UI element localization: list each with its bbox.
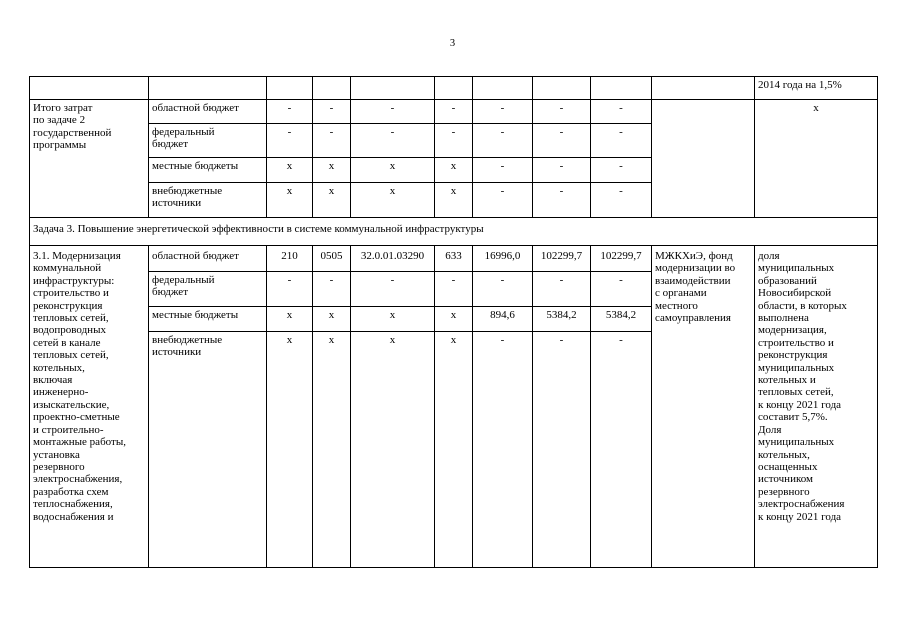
table-cell: - xyxy=(591,183,652,218)
table-cell: х xyxy=(435,158,473,183)
table-cell: х xyxy=(435,183,473,218)
funding-source: внебюджетные источники xyxy=(149,332,267,568)
table-cell: 5384,2 xyxy=(533,307,591,332)
table-cell: 210 xyxy=(267,246,313,272)
table-cell: х xyxy=(313,183,351,218)
table-cell: х xyxy=(351,158,435,183)
table-cell: 102299,7 xyxy=(533,246,591,272)
table-cell: - xyxy=(267,272,313,307)
table-cell: - xyxy=(267,100,313,124)
table-cell: х xyxy=(267,183,313,218)
funding-source: федеральный бюджет xyxy=(149,124,267,158)
table-row xyxy=(30,100,878,124)
funding-source: внебюджетные источники xyxy=(149,183,267,218)
table-cell: 633 xyxy=(435,246,473,272)
table-cell: х xyxy=(313,307,351,332)
table-cell: - xyxy=(591,124,652,158)
table-cell: 102299,7 xyxy=(591,246,652,272)
row-label: 3.1. Модернизация коммунальной инфраструктуры: строительство и реконструкция тепловых сетей, водопроводных сетей в канале тепловых сетей, котельных, включая инженерно- изыскательские, проектно-сметные и строительно- монтажные работы, установка резервного электроснабжения, разработка схем теплоснабжения, водоснабжения и xyxy=(30,246,149,568)
table-cell: - xyxy=(351,124,435,158)
table-cell: - xyxy=(533,183,591,218)
funding-source: местные бюджеты xyxy=(149,307,267,332)
table-row xyxy=(30,246,878,272)
budget-table xyxy=(29,76,878,568)
table-cell: - xyxy=(473,100,533,124)
table-cell: - xyxy=(313,272,351,307)
table-cell: - xyxy=(313,124,351,158)
table-cell: х xyxy=(267,307,313,332)
table-cell: х xyxy=(435,332,473,568)
table-cell: - xyxy=(591,158,652,183)
table-cell: - xyxy=(435,272,473,307)
table-cell: - xyxy=(351,100,435,124)
table-cell: - xyxy=(591,100,652,124)
table-cell: - xyxy=(591,332,652,568)
table-cell: - xyxy=(591,272,652,307)
section-title: Задача 3. Повышение энергетической эффективности в системе коммунальной инфраструктуры xyxy=(30,218,878,246)
table-cell: х xyxy=(313,332,351,568)
table-cell: х xyxy=(267,158,313,183)
table-cell: - xyxy=(267,124,313,158)
table-cell: 0505 xyxy=(313,246,351,272)
executor-cell: МЖКХиЭ, фонд модернизации во взаимодействии с органами местного самоуправления xyxy=(652,246,755,568)
table-cell: - xyxy=(435,100,473,124)
table-cell: - xyxy=(533,272,591,307)
indicator-cell: х xyxy=(755,100,878,218)
table-cell: 894,6 xyxy=(473,307,533,332)
table-cell: - xyxy=(435,124,473,158)
table-cell: х xyxy=(267,332,313,568)
funding-source: федеральный бюджет xyxy=(149,272,267,307)
table-cell: - xyxy=(473,272,533,307)
table-cell: - xyxy=(533,100,591,124)
page-number: 3 xyxy=(449,38,456,49)
table-cell: - xyxy=(473,158,533,183)
table-cell: х xyxy=(313,158,351,183)
funding-source: областной бюджет xyxy=(149,100,267,124)
row-label: Итого затрат по задаче 2 государственной программы xyxy=(30,100,149,218)
table-cell: - xyxy=(313,100,351,124)
table-row xyxy=(30,77,878,100)
table-cell: - xyxy=(533,124,591,158)
table-cell: х xyxy=(351,332,435,568)
table-cell: 5384,2 xyxy=(591,307,652,332)
funding-source: местные бюджеты xyxy=(149,158,267,183)
executor-cell xyxy=(652,100,755,218)
table-cell: х xyxy=(435,307,473,332)
table-cell: - xyxy=(473,124,533,158)
table-cell: 16996,0 xyxy=(473,246,533,272)
table-cell: 32.0.01.03290 xyxy=(351,246,435,272)
table-cell: - xyxy=(533,332,591,568)
table-cell: - xyxy=(473,183,533,218)
indicator-cell: 2014 года на 1,5% xyxy=(755,77,878,100)
table-cell: х xyxy=(351,183,435,218)
table-cell: - xyxy=(473,332,533,568)
indicator-cell: доля муниципальных образований Новосибирской области, в которых выполнена модернизация, строительство и реконструкция муниципальных котельных и тепловых сетей, к концу 2021 года составит 5,7%. Доля муниципальных котельных, оснащенных источником резервного электроснабжения к концу 2021 года xyxy=(755,246,878,568)
table-cell: - xyxy=(533,158,591,183)
table-cell: х xyxy=(351,307,435,332)
table-row xyxy=(30,218,878,246)
table-cell: - xyxy=(351,272,435,307)
funding-source: областной бюджет xyxy=(149,246,267,272)
